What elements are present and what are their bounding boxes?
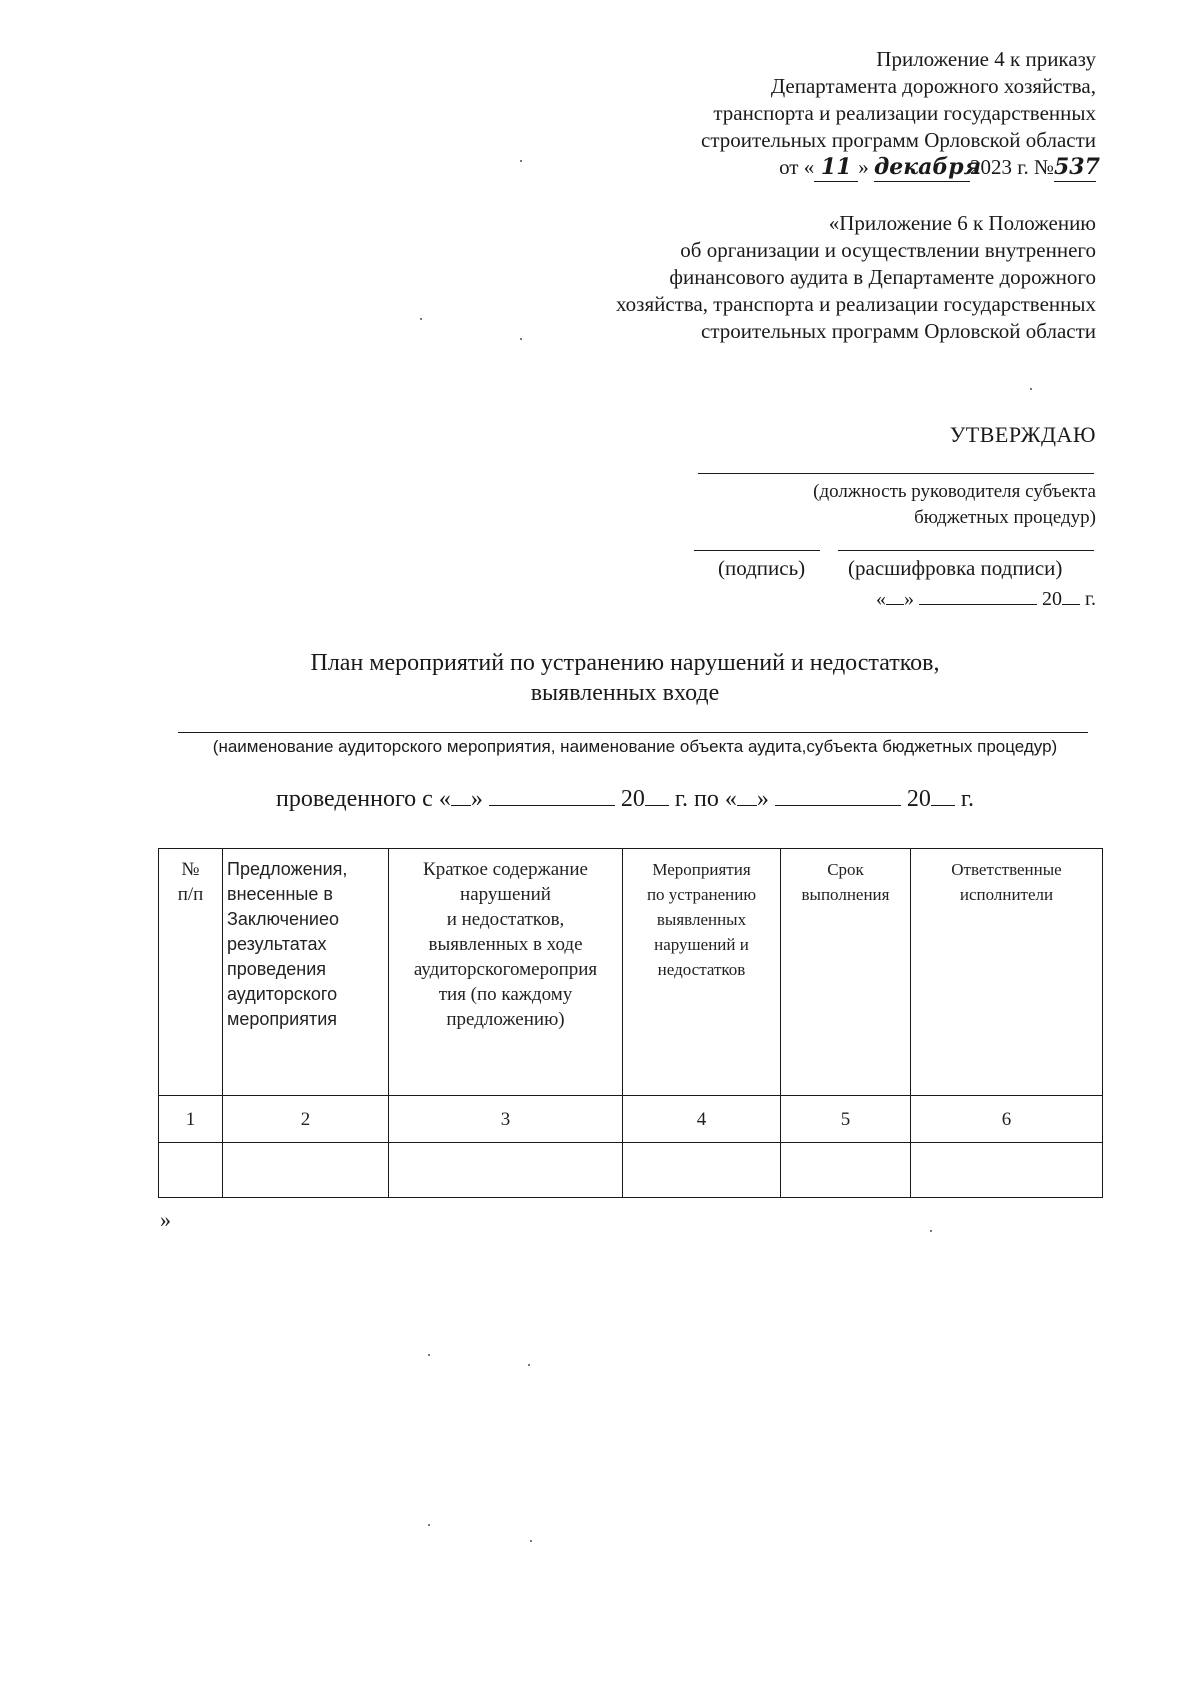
table-cell	[911, 1143, 1103, 1198]
table-cell	[389, 1143, 623, 1198]
decoding-caption: (расшифровка подписи)	[848, 556, 1063, 580]
month-blank	[489, 789, 615, 806]
approval-word: УТВЕРЖДАЮ	[949, 422, 1096, 447]
header-cell-summary: Краткое содержание нарушений и недостатков, выявленных в ходе аудиторскогомероприя тия (по каждому предложению)	[389, 849, 623, 1096]
regulation-line: финансового аудита в Департаменте дорожного	[669, 265, 1096, 289]
scan-speck	[520, 338, 522, 340]
order-date-line	[779, 154, 1100, 182]
scan-speck	[428, 1524, 430, 1526]
period-g1: г. по «	[674, 786, 737, 812]
header-cell-measures: Мероприятия по устранению выявленных нарушений и недостатков	[623, 849, 781, 1096]
approval-date	[876, 588, 1096, 611]
scan-speck	[428, 1354, 430, 1356]
period-g2: г.	[960, 786, 974, 812]
table-cell	[623, 1143, 781, 1198]
signature-line	[694, 550, 820, 551]
table-cell	[159, 1143, 223, 1198]
order-reference	[701, 46, 1096, 154]
table-cell	[781, 1143, 911, 1198]
audit-period	[160, 786, 1090, 813]
document-title	[160, 648, 1090, 708]
year-blank	[1062, 588, 1080, 605]
regulation-line: об организации и осуществлении внутреннего	[680, 238, 1096, 262]
month-blank	[775, 789, 901, 806]
audit-name-line	[178, 732, 1088, 733]
year-blank	[645, 789, 669, 806]
scan-speck	[930, 1230, 932, 1232]
table-row	[159, 1143, 1103, 1198]
date-close: »	[904, 588, 915, 610]
table-header-row	[159, 849, 1103, 1096]
header-line: Приложение 4 к приказу	[876, 47, 1096, 71]
header-line: Департамента дорожного хозяйства,	[770, 74, 1096, 98]
handwritten-day: 11	[814, 154, 858, 182]
signature-caption: (подпись)	[718, 556, 806, 580]
header-cell-proposals: Предложения, внесенные в Заключениео результатах проведения аудиторского мероприятия	[223, 849, 389, 1096]
header-cell-responsible: Ответственные исполнители	[911, 849, 1103, 1096]
column-number: 4	[623, 1096, 781, 1143]
decoding-line	[838, 550, 1094, 551]
title-line: План мероприятий по устранению нарушений и недостатков,	[310, 650, 940, 676]
column-number: 2	[223, 1096, 389, 1143]
date-prefix: от «	[779, 155, 815, 179]
header-cell-number: № п/п	[159, 849, 223, 1096]
date-open: «	[876, 588, 887, 610]
title-line: выявленных входе	[530, 680, 720, 706]
column-number: 6	[911, 1096, 1103, 1143]
regulation-reference	[616, 210, 1096, 345]
year-prefix: 20	[1042, 588, 1063, 610]
regulation-line: хозяйства, транспорта и реализации государственных	[615, 292, 1096, 316]
scan-speck	[528, 1364, 530, 1366]
period-year2: 20	[906, 786, 931, 812]
period-prefix: проведенного с «	[276, 786, 451, 812]
position-line	[698, 473, 1094, 474]
position-caption-line: (должность руководителя субъекта	[813, 481, 1096, 502]
header-line: строительных программ Орловской области	[701, 128, 1096, 152]
day-blank	[737, 789, 757, 806]
date-year: 2023 г. №	[969, 155, 1054, 179]
header-cell-deadline: Срок выполнения	[781, 849, 911, 1096]
scan-speck	[530, 1540, 532, 1542]
day-blank	[886, 588, 904, 605]
closing-quote: »	[160, 1207, 171, 1232]
period-year1: 20	[620, 786, 645, 812]
scan-speck	[520, 160, 522, 162]
scan-speck	[1030, 388, 1032, 390]
table-cell	[223, 1143, 389, 1198]
audit-caption: (наименование аудиторского мероприятия, наименование объекта аудита,субъекта бюджетных процедур)	[212, 737, 1058, 756]
period-q2: »	[756, 786, 769, 812]
day-blank	[451, 789, 471, 806]
column-number: 5	[781, 1096, 911, 1143]
month-blank	[919, 588, 1037, 605]
period-q1: »	[470, 786, 483, 812]
header-line: транспорта и реализации государственных	[713, 101, 1096, 125]
column-number: 3	[389, 1096, 623, 1143]
year-suffix: г.	[1085, 588, 1096, 610]
handwritten-month: декабря	[873, 154, 982, 180]
position-caption-line: бюджетных процедур)	[914, 507, 1096, 528]
measures-table	[158, 848, 1103, 1198]
scan-speck	[420, 318, 422, 320]
regulation-line: «Приложение 6 к Положению	[828, 211, 1096, 235]
year-blank	[931, 789, 955, 806]
column-number: 1	[159, 1096, 223, 1143]
date-mid: »	[858, 155, 869, 179]
handwritten-order-number: 537	[1054, 154, 1100, 180]
column-number-row	[159, 1096, 1103, 1143]
position-caption	[813, 479, 1096, 531]
regulation-line: строительных программ Орловской области	[701, 319, 1096, 343]
